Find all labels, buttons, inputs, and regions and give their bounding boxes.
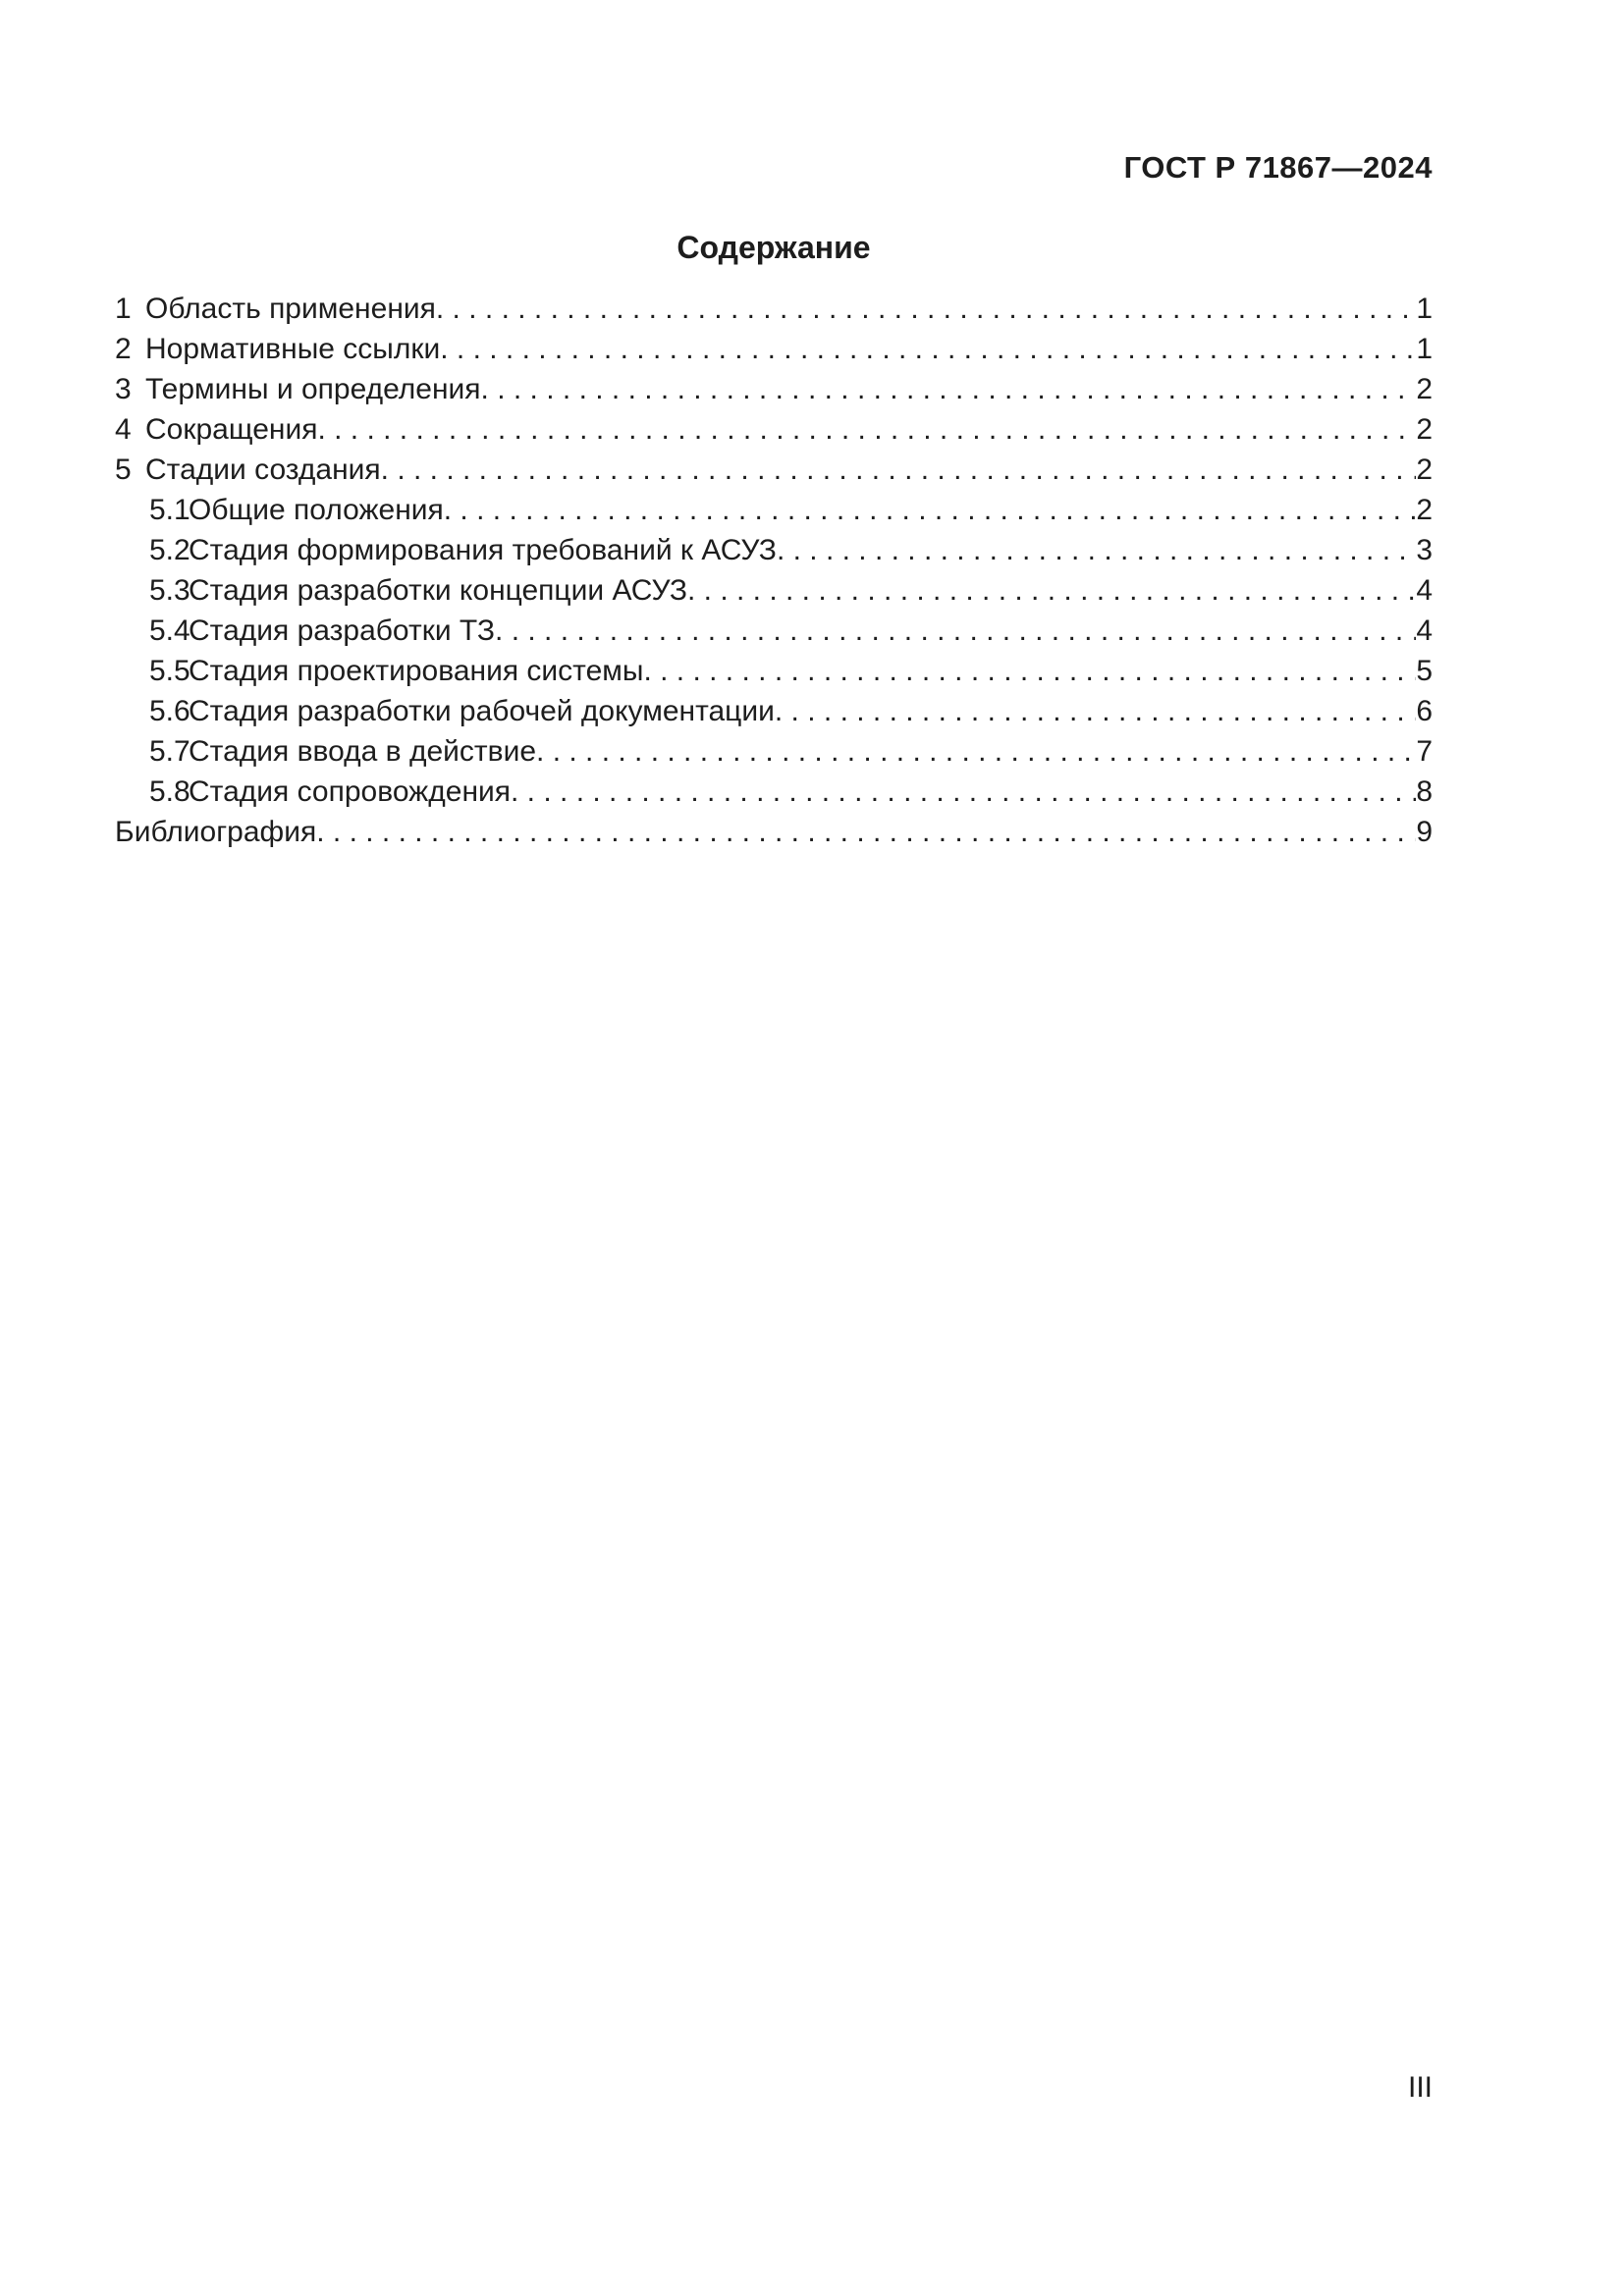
toc-entry (115, 409, 1433, 450)
toc-entry-page: 4 (1416, 574, 1433, 607)
toc-entry-number: 5.2 (149, 534, 190, 566)
toc-entry-number: 4 (115, 413, 132, 446)
toc-entry-page: 1 (1416, 293, 1433, 325)
toc-dot-leader (777, 530, 1416, 570)
toc-entry-number: 5.8 (149, 775, 190, 808)
toc-entry-label: Стадия разработки ТЗ (189, 614, 496, 647)
toc-entry-number: 5.1 (149, 494, 190, 526)
toc-entry-page: 8 (1416, 775, 1433, 808)
toc-dot-leader (381, 450, 1417, 490)
toc-list (115, 289, 1433, 852)
toc-dot-leader (495, 611, 1416, 651)
toc-dot-leader (511, 772, 1416, 812)
toc-entry (115, 772, 1433, 812)
page-title: Содержание (677, 230, 871, 265)
toc-entry (115, 570, 1433, 611)
toc-entry-number: 5.4 (149, 614, 190, 647)
toc-entry-label: Стадия проектирования системы (189, 655, 644, 687)
toc-entry-label: Библиография (115, 816, 317, 848)
toc-entry-label: Стадия ввода в действие (189, 735, 537, 768)
toc-dot-leader (316, 812, 1416, 852)
toc-entry (115, 530, 1433, 570)
toc-entry-page: 2 (1416, 454, 1433, 486)
toc-entry (115, 611, 1433, 651)
toc-entry-label: Нормативные ссылки (145, 333, 441, 365)
toc-entry (115, 369, 1433, 409)
toc-entry-label: Стадия разработки концепции АСУЗ (189, 574, 687, 607)
toc-entry-number: 5.6 (149, 695, 190, 727)
toc-entry (115, 329, 1433, 369)
toc-entry (115, 651, 1433, 691)
toc-entry (115, 812, 1433, 852)
toc-entry-number: 2 (115, 333, 132, 365)
toc-entry-label: Общие положения (189, 494, 444, 526)
toc-entry-page: 7 (1416, 735, 1433, 768)
toc-entry-page: 2 (1416, 494, 1433, 526)
toc-entry-number: 1 (115, 293, 132, 325)
toc-entry-label: Стадии создания (145, 454, 381, 486)
toc-dot-leader (317, 409, 1416, 450)
toc-dot-leader (481, 369, 1417, 409)
toc-entry-page: 3 (1416, 534, 1433, 566)
toc-entry (115, 731, 1433, 772)
toc-dot-leader (436, 289, 1416, 329)
toc-entry (115, 691, 1433, 731)
toc-entry (115, 450, 1433, 490)
toc-entry-label: Термины и определения (145, 373, 481, 405)
toc-entry-page: 1 (1416, 333, 1433, 365)
toc-dot-leader (536, 731, 1416, 772)
toc-entry-number: 5.3 (149, 574, 190, 607)
toc-entry-number: 5.7 (149, 735, 190, 768)
toc-entry-page: 6 (1416, 695, 1433, 727)
toc-entry-label: Стадия формирования требований к АСУЗ (189, 534, 777, 566)
toc-entry (115, 289, 1433, 329)
toc-dot-leader (687, 570, 1416, 611)
toc-entry-page: 4 (1416, 614, 1433, 647)
toc-dot-leader (440, 329, 1416, 369)
toc-entry-page: 9 (1416, 816, 1433, 848)
toc-entry-page: 5 (1416, 655, 1433, 687)
toc-entry-label: Стадия сопровождения (189, 775, 512, 808)
toc-entry-number: 5 (115, 454, 132, 486)
toc-entry-number: 3 (115, 373, 132, 405)
toc-entry-page: 2 (1416, 373, 1433, 405)
toc-entry-label: Область применения (145, 293, 436, 325)
gost-code: ГОСТ Р 71867—2024 (1123, 150, 1433, 185)
toc-dot-leader (643, 651, 1416, 691)
toc-entry-page: 2 (1416, 413, 1433, 446)
footer-page-number: III (1407, 2071, 1433, 2104)
toc-entry-label: Сокращения (145, 413, 318, 446)
toc-dot-leader (775, 691, 1416, 731)
toc-entry-label: Стадия разработки рабочей документации (189, 695, 775, 727)
toc-dot-leader (444, 490, 1417, 530)
toc-entry-number: 5.5 (149, 655, 190, 687)
toc-entry (115, 490, 1433, 530)
